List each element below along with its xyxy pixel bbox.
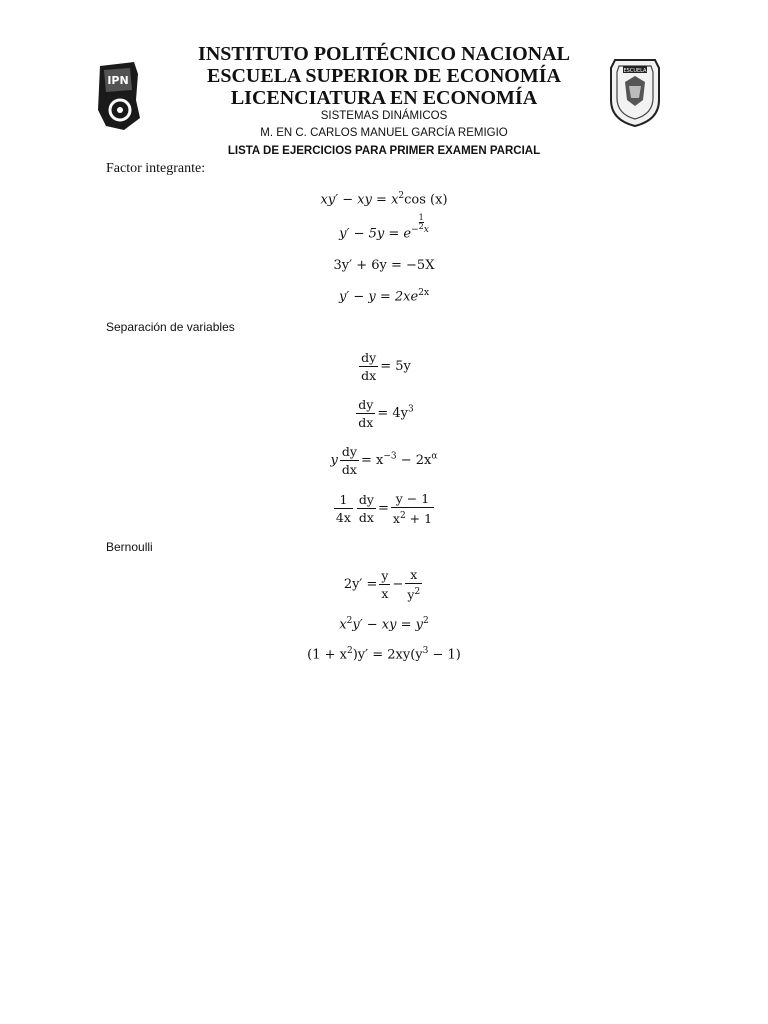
equation-f4: $y' - y = 2xe^{2x}$ xyxy=(338,288,430,305)
equation-f3: 3y′ + 6y = −5X xyxy=(333,258,435,273)
section-bernoulli: Bernoulli xyxy=(106,540,153,554)
logo-left-text: IPN xyxy=(107,74,129,87)
logo-right-text: ESCUELA xyxy=(623,68,647,74)
header-course: SISTEMAS DINÁMICOS xyxy=(320,110,448,122)
equation-f1: xy′ − xy = $x^2\cos$ (x) xyxy=(320,191,448,208)
equation-s4: $\frac{1}{4x}$ $\frac{dy}{dx}$ = $\frac{y - 1}{x^2 + 1}$ xyxy=(335,491,433,527)
header-institution: INSTITUTO POLITÉCNICO NACIONAL xyxy=(198,43,570,65)
section-separacion: Separación de variables xyxy=(106,320,235,334)
equation-s3: y $\frac{dy}{dx}$ = $x^{-3} - 2x^\alpha$ xyxy=(330,444,438,477)
equation-b3: $(1 + x^2)y' = 2xy(y^3 - 1)$ xyxy=(307,646,461,663)
section-factor-integrante: Factor integrante: xyxy=(106,161,206,176)
equation-b1: 2y′ = $\frac{y}{x}$ − $\frac{x}{y^2}$ xyxy=(343,567,421,603)
header-teacher: M. EN C. CARLOS MANUEL GARCÍA REMIGIO xyxy=(260,127,508,139)
header-program: LICENCIATURA EN ECONOMÍA xyxy=(230,87,538,109)
equation-s2: $\frac{dy}{dx}$ = $4y^3$ xyxy=(358,397,414,430)
equation-b2: $x^2y'$ − xy = $y^2$ xyxy=(339,616,429,633)
equation-s1: $\frac{dy}{dx}$ = 5y xyxy=(361,350,411,383)
header-school: ESCUELA SUPERIOR DE ECONOMÍA xyxy=(207,65,561,87)
equation-f2: $y' - 5y = e^{- \frac{1}{2} x}$ xyxy=(339,212,429,242)
header-list-title: LISTA DE EJERCICIOS PARA PRIMER EXAMEN PARCIAL xyxy=(227,145,541,157)
